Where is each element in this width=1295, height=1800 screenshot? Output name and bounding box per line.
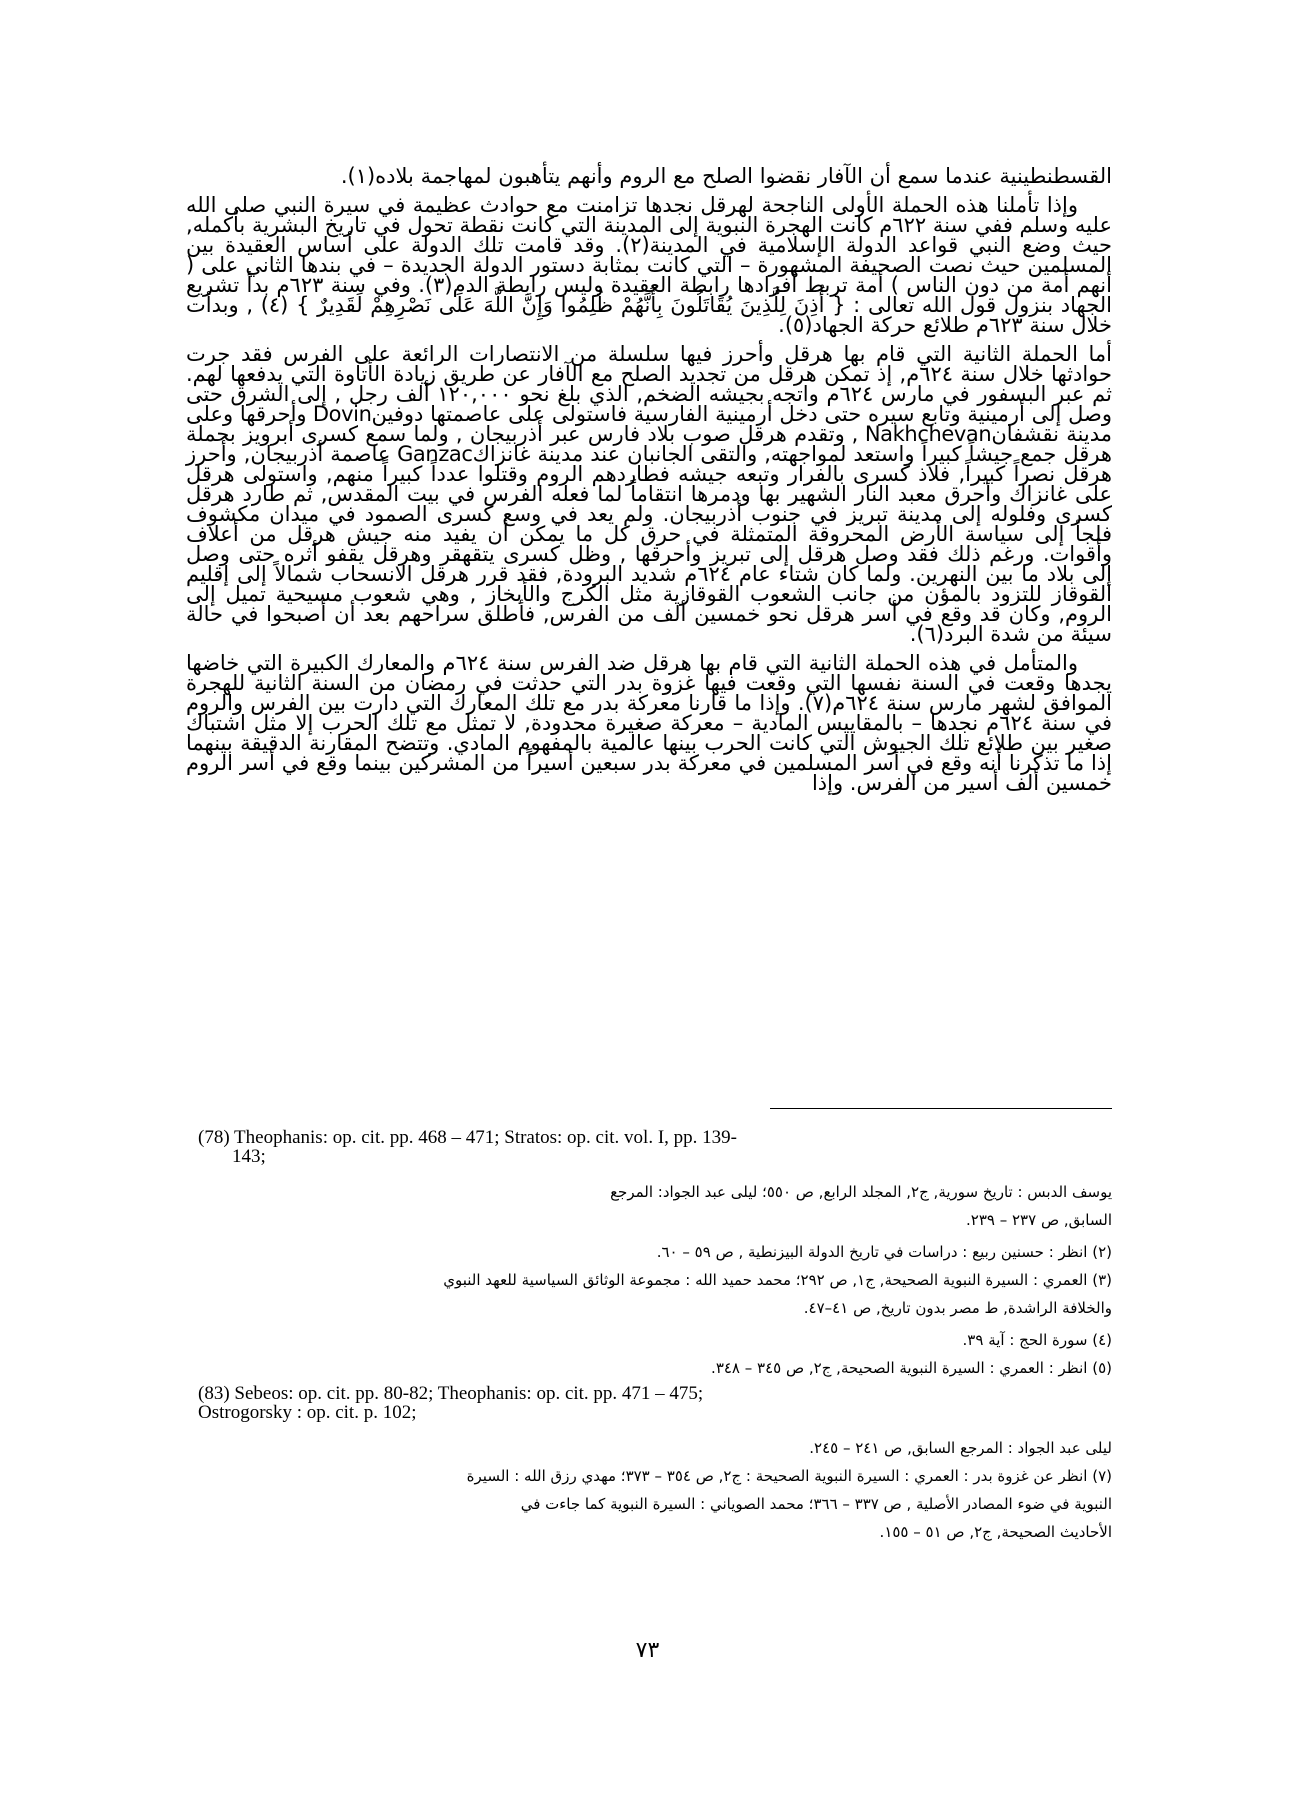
footnote-separator <box>770 1108 1112 1109</box>
footnote-3-line-2: والخلافة الراشدة, ط مصر بدون تاريخ, ص ٤١–٤٧. <box>803 1299 1112 1317</box>
paragraph-4: والمتأمل في هذه الحملة الثانية التي قام بها هرقل ضد الفرس سنة ٦٢٤م والمعارك الكبيرة التي خاضها يجدها وقعت في السنة نفسها التي وقعت فيها غزوة بدر التي حدثت في رمضان من السنة الثانية للهجرة الموافق لشهر مارس سنة ٦٢٤م(٧). وإذا ما قارنا معركة بدر مع تلك المعارك التي دارت بين الفرس والروم في سنة ٦٢٤م نجدها – بالمقاييس المادية – معركة صغيرة محدودة, لا تمثل مع تلك الحرب إلا مثل اشتباك صغير بين طلائع تلك الجيوش التي كانت الحرب بينها عالمية بالمفهوم المادي. وتتضح المقارنة الدقيقة بينهما إذا ما تذكرنا أنه وقع في أسر المسلمين في معركة بدر سبعين أسيراً من المشركين بينما وقع في أسر الروم خمسين ألف أسير من الفرس. وإذا <box>186 651 1112 795</box>
footnote-78 <box>198 1128 1112 1166</box>
footnote-83-line-1: (83) Sebeos: op. cit. pp. 80-82; Theophanis: op. cit. pp. 471 – 475; <box>198 1383 704 1404</box>
footnote-3 <box>176 1266 1112 1322</box>
footnote-1-line-2: السابق, ص ٢٣٧ – ٢٣٩. <box>966 1211 1112 1229</box>
footnote-83-line-2: Ostrogorsky : op. cit. p. 102; <box>198 1402 417 1423</box>
page-number: ٧٣ <box>635 1638 660 1663</box>
footnotes <box>176 1128 1112 1550</box>
footnote-83 <box>198 1384 1112 1422</box>
footnote-7-line-1: (٧) انظر عن غزوة بدر : العمري : السيرة النبوية الصحيحة : ج٢, ص ٣٥٤ – ٣٧٣؛ مهدي رزق الله : السيرة <box>466 1467 1112 1485</box>
paragraph-2: وإذا تأملنا هذه الحملة الأولى الناجحة لهرقل نجدها تزامنت مع حوادث عظيمة في سيرة النبي صلى الله عليه وسلم ففي سنة ٦٢٢م كانت الهجرة النبوية إلى المدينة التي كانت نقطة تحول في تاريخ البشرية بأكمله, حيث وضع النبي قواعد الدولة الإسلامية في المدينة(٢). وقد قامت تلك الدولة على أساس العقيدة بين المسلمين حيث نصت الصحيفة المشهورة – التي كانت بمثابة دستور الدولة الجديدة – في بندها الثاني على ( أنهم أمة من دون الناس ) أمة تربط أفرادها رابطة العقيدة وليس رابطة الدم(٣). وفي سنة ٦٢٣م بدأ تشريع الجهاد بنزول قول الله تعالى : { أُذِنَ لِلَّذِينَ يُقَاتَلُونَ بِأَنَّهُمْ ظُلِمُوا وَإِنَّ اللَّهَ عَلَى نَصْرِهِمْ لَقَدِيرٌ } (٤) , وبدأت خلال سنة ٦٢٣م طلائع حركة الجهاد(٥). <box>186 193 1112 337</box>
paragraph-1: القسطنطينية عندما سمع أن الآفار نقضوا الصلح مع الروم وأنهم يتأهبون لمهاجمة بلاده(١). <box>340 164 1112 188</box>
footnote-7-line-3: الأحاديث الصحيحة, ج٢, ص ٥١ – ١٥٥. <box>879 1523 1112 1541</box>
footnote-4: (٤) سورة الحج : آية ٣٩. <box>962 1331 1112 1349</box>
footnote-78-line-1: (78) Theophanis: op. cit. pp. 468 – 471; Stratos: op. cit. vol. I, pp. 139- <box>198 1127 737 1148</box>
footnote-7-line-2: النبوية في ضوء المصادر الأصلية , ص ٣٣٧ – ٣٦٦؛ محمد الصوياني : السيرة النبوية كما جاءت في <box>520 1495 1112 1513</box>
footnote-7 <box>176 1462 1112 1546</box>
main-text <box>186 166 1112 802</box>
footnote-6: ليلى عبد الجواد : المرجع السابق, ص ٢٤١ – ٢٤٥. <box>809 1439 1112 1457</box>
paragraph-3: أما الحملة الثانية التي قام بها هرقل وأحرز فيها سلسلة من الانتصارات الرائعة على الفرس فقد جرت حوادثها خلال سنة ٦٢٤م, إذ تمكن هرقل من تجديد الصلح مع الآفار عن طريق زيادة الأتاوة التي يدفعها لهم. ثم عبر البسفور في مارس ٦٢٤م واتجه بجيشه الضخم, الذي بلغ نحو ١٢٠,٠٠٠ ألف رجل , إلى الشرق حتى وصل إلى أرمينية وتابع سيره حتى دخل أرمينية الفارسية فاستولى على عاصمتها دوفينDovin وأحرقها وعلى مدينة نقشفانNakhchevan , وتقدم هرقل صوب بلاد فارس عبر أذربيجان , ولما سمع كسرى أبرويز بحملة هرقل جمع جيشاً كبيراً واستعد لمواجهته, والتقى الجانبان عند مدينة غانزاكGanzac عاصمة أذربيجان, وأحرز هرقل نصراً كبيراً, فلاذ كسرى بالفرار وتبعه جيشه فطاردهم الروم وقتلوا عدداً كبيراً منهم, واستولى هرقل على غانزاك وأحرق معبد النار الشهير بها ودمرها انتقاماً لما فعله الفرس في بيت المقدس, ثم طارد هرقل كسرى وفلوله إلى مدينة تبريز في جنوب أذربيجان. ولم يعد في وسع كسرى الصمود في ميدان مكشوف فلجأ إلى سياسة الأرض المحروقة المتمثلة في حرق كل ما يمكن أن يفيد منه جيش هرقل من أعلاف وأقوات. ورغم ذلك فقد وصل هرقل إلى تبريز وأحرقها , وظل كسرى يتقهقر وهرقل يقفو أثره حتى وصل إلى بلاد ما بين النهرين. ولما كان شتاء عام ٦٢٤م شديد البرودة, فقد قرر هرقل الانسحاب شمالاً إلى إقليم القوقاز للتزود بالمؤن من جانب الشعوب القوقازية مثل الكرج والأبخاز , وهي شعوب مسيحية تميل إلى الروم, وكان قد وقع في أسر هرقل نحو خمسين ألف من الفرس, فأطلق سراحهم بعد أن أصبحوا في حالة سيئة من شدة البرد(٦). <box>186 342 1112 646</box>
footnote-2: (٢) انظر : حسنين ربيع : دراسات في تاريخ الدولة البيزنطية , ص ٥٩ – ٦٠. <box>656 1243 1112 1261</box>
footnote-3-line-1: (٣) العمري : السيرة النبوية الصحيحة, ج١, ص ٢٩٢؛ محمد حميد الله : مجموعة الوثائق السياسية للعهد النبوي <box>443 1271 1112 1289</box>
footnote-1 <box>520 1178 1112 1234</box>
footnote-5: (٥) انظر : العمري : السيرة النبوية الصحيحة, ج٢, ص ٣٤٥ – ٣٤٨. <box>711 1359 1112 1377</box>
footnote-1-line-1: يوسف الدبس : تاريخ سورية, ج٢, المجلد الرابع, ص ٥٥٠؛ ليلى عبد الجواد: المرجع <box>610 1183 1112 1201</box>
footnote-78-line-2: 143; <box>232 1146 266 1167</box>
